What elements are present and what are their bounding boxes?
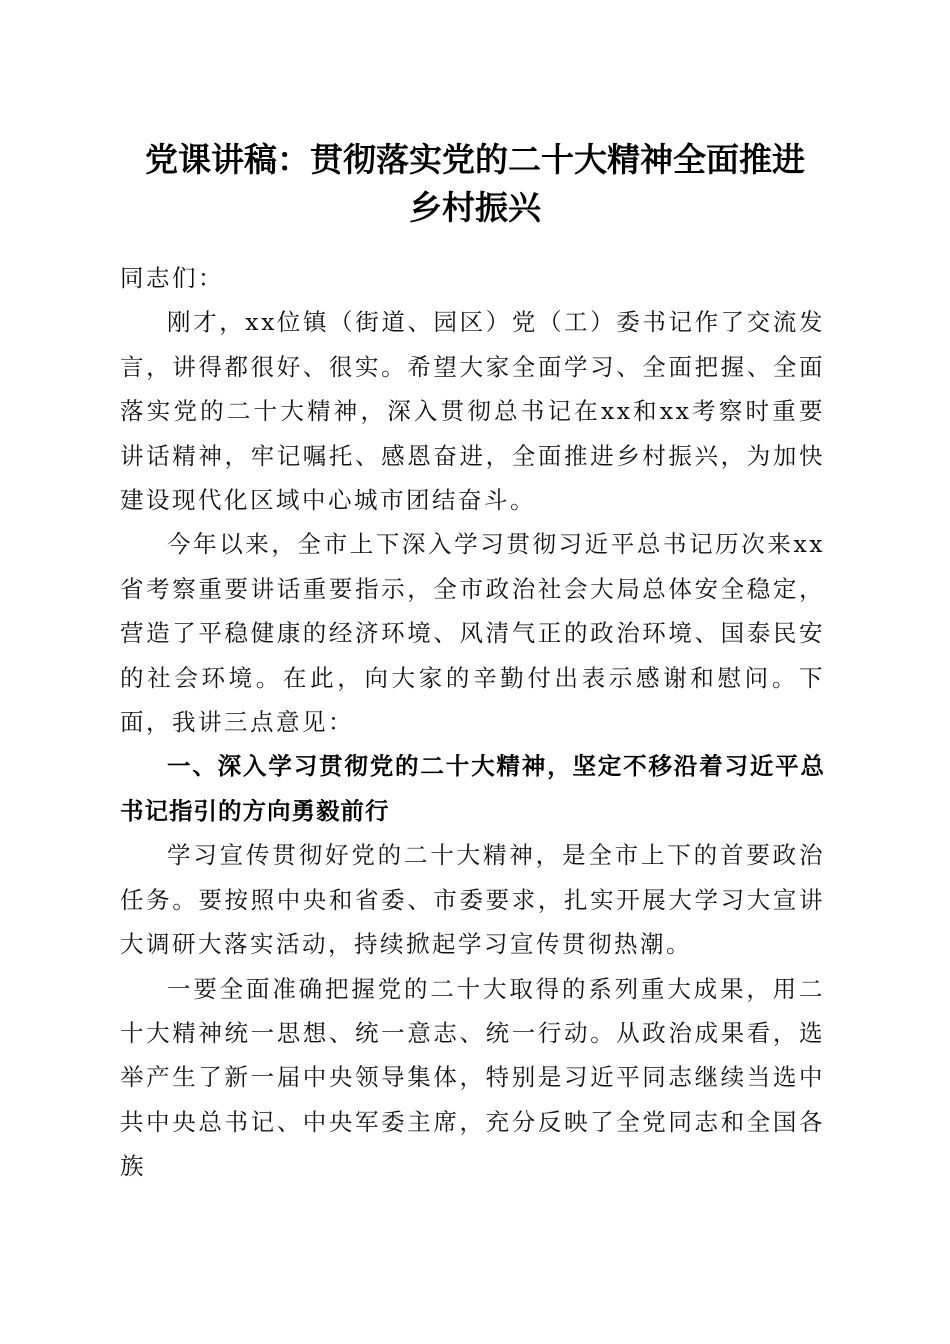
title-line-1: 党课讲稿：贯彻落实党的二十大精神全面推进: [145, 140, 805, 179]
paragraph-1: 刚才，xx位镇（街道、园区）党（工）委书记作了交流发言，讲得都很好、很实。希望大家全面学习、全面把握、全面落实党的二十大精神，深入贯彻总书记在xx和xx考察时重要讲话精神，牢记嘱托、感恩奋进，全面推进乡村振兴，为加快建设现代化区域中心城市团结奋斗。: [120, 308, 825, 515]
document-body: [120, 256, 825, 1189]
section-paragraph-1: 学习宣传贯彻好党的二十大精神，是全市上下的首要政治任务。要按照中央和省委、市委要求，扎实开展大学习大宣讲大调研大落实活动，持续掀起学习宣传贯彻热潮。: [120, 841, 825, 959]
section-paragraph-2: 一要全面准确把握党的二十大取得的系列重大成果，用二十大精神统一思想、统一意志、统一行动。从政治成果看，选举产生了新一届中央领导集体，特别是习近平同志继续当选中共中央总书记、中央军委主席，充分反映了全党同志和全国各族: [120, 974, 825, 1181]
section-heading: 一、深入学习贯彻党的二十大精神，坚定不移沿着习近平总书记指引的方向勇毅前行: [120, 752, 825, 825]
paragraph-2: 今年以来，全市上下深入学习贯彻习近平总书记历次来xx省考察重要讲话重要指示，全市政治社会大局总体安全稳定，营造了平稳健康的经济环境、风清气正的政治环境、国泰民安的社会环境。在此，向大家的辛勤付出表示感谢和慰问。下面，我讲三点意见：: [120, 530, 825, 737]
salutation: 同志们：: [120, 264, 224, 292]
title-line-2: 乡村振兴: [409, 188, 541, 227]
document-title: [110, 136, 840, 232]
